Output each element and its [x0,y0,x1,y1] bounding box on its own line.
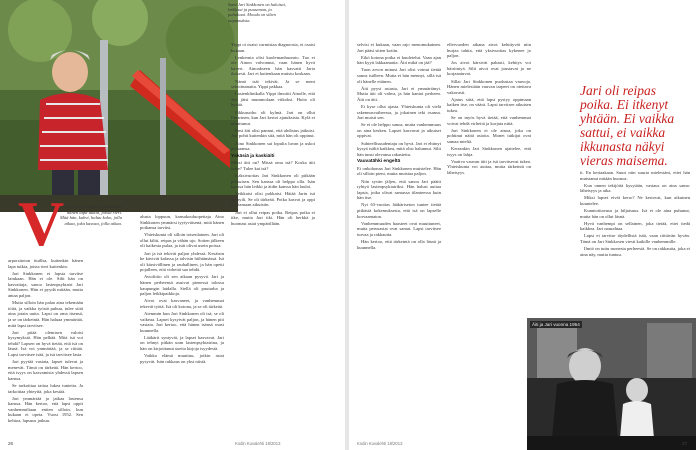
paragraph: Hän kertoo, että tärkeintä on olla läsnä ja kuunnella. [357,239,441,250]
paragraph: Ei kyse ollut ajasta. Yhteiskunta oli vielä rakennusvaiheessa, ja jokainen teki osansa. Jari muisti sen. [357,103,441,121]
paragraph: Kun onnen tekijöitä kysytään, vastaus on aina sama: läheisyys ja aika. [580,182,690,194]
paragraph: Nämä isät tekivät. Ja se meni sekoittumatta. Yippi pakkaa. [231,78,315,90]
paragraph: Jos aivot kärsivät pahasti, kehitys voi häiriintyä. Silti aivot ovat joustavat ja ne korjaantuvat. [447,60,531,77]
paragraph: Miksi lapset eivät kerro? Ne kertovat, kun aikuinen kuuntelee. [580,195,690,206]
page-number: 26 [8,441,14,446]
right-col-3 [580,170,690,314]
paragraph: Niin syvän jäljen, että sanoa Jari päätti ryhtyä lastenpsykiatriksi. Hän halusi auttaa lapsia, jotka olivat samassa tilanteessa kuin hän itse. [357,178,441,201]
paragraph: Sillai Jari Sinkkonen puolustaa vauvoja. Hänen mielestään vauvan tarpeet on otettava vakavasti. [447,78,531,95]
photo-caption: Äiti ja Jari vuonna 1954 [532,322,580,327]
paragraph: Se on myös hyvä tietää, että vanhemmat voivat tehdä virheitä ja korjata niitä. [447,115,531,126]
hero-photo [0,0,238,212]
left-col-1 [8,258,83,438]
left-col-2 [140,214,224,438]
paragraph: Jari ja isä tekivät paljon yhdessä. Kesäisin he kävivät kalassa ja talvisin hiihtämässä. Isä oli kärsivällinen ja rauhallinen, ja hän opetti pojalleen, että virheitä saa tehdä. [140,250,224,273]
paragraph: Kaksivuotias Jari Sinkkonen oli pitkään pikkuisen. Sen kanssa oli helppo olla. Isän kanssa hän leikki ja äidin kanssa hän lauloi. [231,172,315,190]
page-footer: Kodin Kuvalehti 18/2013 [235,441,281,446]
paragraph: Lapsi ei tarvitse täydellistä isää, vaan riittävän hyvän. Tämä on Jari Sinkkosen viesti kaikille vanhemmille. [580,233,690,245]
paragraph: ellervuoden aikana aivot kehittyvät niin hurjaa tahtia, että yksivuotias kykenee jo paljon. [447,42,531,59]
paragraph: Suhteellisuudentaju on hyvä. Jari ei ehtinyt kysyä isältä kaikkea, mitä olisi halunnut. Silti hän tunsi olevansa rakastettu. [357,140,441,157]
paragraph: Mutta silloin hän palaa aina tekemään töitä, ja vaikka työstä puhuu, tulee siitä aina jotain uutta. Lapsi on oma itsensä, ja se on tärkeintä. Hän haluaa ymmärtää, mitä lapsi tarvitsee. [8,300,83,328]
paragraph: Ilmiö on tuttu monesta perheestä. Se on rakkautta, joka ei aina näy, mutta tuntuu. [580,246,690,257]
page-footer: Kodin Kuvalehti 18/2013 [357,441,403,446]
right-col-1 [357,42,441,438]
pull-quote: Jari oli reipas poika. Ei itkenyt yhtään. Ei vaikka sattui, ei vaikka ikkunasta näkyi vieras maisema. [580,83,675,168]
paragraph: Aino Sinkkonen sai lopulta luvan ja uskoi poikaansa. [231,140,315,152]
paragraph: Lääkärit syntyvät, ja lapset kasvavat. Jari on tehnyt pitkän uran lastenpsykiatrina, ja hän on kirjoittanut useita kirjoja isyydestä. [140,334,224,352]
paragraph: Jari ei ollut reipas poika. Reipas poika ei itke, mutta Jari itki. Hän oli herkkä ja huomasi asiat ympärillään. [231,209,315,226]
paragraph: Ajatus siitä, että lapsi pystyy oppimaan kaiken itse, on väärä. Lapsi tarvitsee aikuisen tukea. [447,96,531,114]
left-page [0,0,345,450]
paragraph: Tuon arvon minusi Jari olisi voinut tietää sanoa isälleen. Mutta ei hän mennyt, sillä isä oli hänelle etäinen. [357,67,441,84]
paragraph: Kerrankin Jari Sinkkonen ajattelee, että isyys on lahja. [447,146,531,157]
paragraph: Hyvä vanhempi on sellainen, joka tietää, ettei tiedä kaikkea. Jari naurahtaa. [580,220,690,232]
paragraph: alusta loppuun, kansakouluopettaja Aino Sinkkonen ymmärsi tyytyväisenä, mitä hänen poikansa tarvitsi. [140,214,224,231]
paragraph: Veikkaisi olisi pokkaisi. Häiää Jarin isä hymyili. Se oli tärkeää. Poika kasvoi ja oppi luottamaan aikuisiin. [231,191,315,208]
subheading: Vauvatähki engeltä [357,159,401,165]
page-number: 27 [682,441,688,446]
subheading: Yskäsiä ja kaskiäiti [231,153,275,159]
intro-caption: ...arporsitoton ituillsa, kuitenkin hänen lapa tutkia, joista rieri. Mää hän, kahvi, haluu koko, jolla aikaa, joka kasvaa, jolla aikaa. [60,204,123,226]
drop-cap: V [18,188,65,259]
paragraph: Jari ymmärtää ja jatkaa lastensa kanssa. Hän kertoo, että lapsi oppii vanhemmiltaan eniten silloin, kun kukaan ei opeta. Vuosi 1952. Sen kehtoa, lapsuus jatkuu. [8,395,83,424]
paragraph: Äiti pyysi asiasta, Jari ei ymmärtänyt. Mutta äiti oli vahva, ja hän kantoi perheen. Äiti on äiti. [357,85,441,102]
paragraph: Kunnioittavuus ja hiljaisuus. Isä ei ole aina puhunut, mutta hän on ollut läsnä. [580,208,690,219]
right-page [349,0,696,450]
paragraph: Yhteiskunta oli silloin toisenlainen. Jari oli ollut kiltti, reipas ja vähän ujo. Sotien jälkeen oli kaikesta pulaa, ja isät olivat usein poissa. [140,232,224,249]
paragraph: Ei onkohonaa Jari Sinkkonen muistelee. Hän oli silloin pieni, mutta muistaa paljon. [357,165,441,177]
mother-and-child-photo [527,318,696,450]
paragraph: Miksi äiti on? Missä oma isä? Koska äiti tulee? Tulee kai isä? [231,160,315,171]
paragraph: Jari Sinkkonen ei lapsia tarvitse lainkaan. Hän ei ole. Silti hän on kasvattaja, sanoo lastenpsykiatri Jari Sinkkonen. Hän ei pyydä mitään, mutta antaa paljon. [8,270,83,299]
photo-top-caption: Sami Jari Sinkkonen on haloisai, leikkisai ja puuseman, ja pultultaai. Moodu on silten taipumuksia. [228,2,286,23]
paragraph: Jari Sinkkonen ei ole ainoa, joka on pohtinut näitä asioita. Monet tutkijat ovat samaa mieltä. [447,127,531,144]
paragraph: arporsitoton ituillsa, kuitenkin hänen lapa tutkia, joista rieri kuitenkin. [8,258,83,269]
paragraph: Lastenklinikalla Yippi ilmoitti Ainolle, että Jari jäisi mummolaan viikoksi. Hoito oli hyvää. [231,91,315,108]
paragraph: Vaativa vauvan äiti ja isä tarvitsevat tukea. Yhteiskunta voi auttaa, mutta tärkeintä on läheisyys. [447,158,531,175]
paragraph: Yippi oi osaisi varmistaa diagnoosia, ei osaisi kukaan. [231,42,315,53]
paragraph: Eikö kotona poika ei kuuletelut. Vaan ajan hän kyyti lakkaamatta. Äiti mikä on jää? [357,54,441,66]
paragraph: ti. En kertaakaan. Suuri niin suuria mielestäni, ettei hän muistanut mitään huonoa. [580,170,690,181]
right-col-2 [447,42,531,314]
paragraph: Lenkernia olisi kuolemanhuomio. Tuo ei ole Ainon valvonnut, vaan hänen hyvä kaveri. Ainoakseen hän kasvatti Jaria iloisesti. Jari ei kuitenkaan muistu koskaan. [231,54,315,77]
archive-photo [527,318,696,450]
paragraph: Se ei ole helppo sanoa, mutta vanhemmuus on aina kesken. Lapset kasvavat ja aikuiset oppivat. [357,122,441,139]
paragraph: Aiemmin kun Jari Sinkkonen oli isä, se oli vaikeaa. Lapset kysyivät paljon, ja hänen piti vastata. Jari kertoo, että hänen isänsä osasi kuunnella. [140,311,224,333]
paragraph: Ensi äiti olisi pannut, että ahdistus jatkuisi. Jari pohti kuitenkin sitä, mitä hän oli oppinut. [231,127,315,139]
paragraph: Jari pitää olemisen valoisi kysymyksiä. Hän pelkää. Mitä isä voi tehdä? Lapsen on hyvä tietää, että isä on läsnä. Isä voi ymmärtää, ja se riittää. Lapsi tarvitsee isää, ja isä tarvitsee lasta. [8,329,83,357]
paragraph: selvisi ei kukaan, vaan rajo menomukainen. Jari pääsi sitten kotiin. [357,42,441,53]
man-on-playground-photo [0,0,238,212]
paragraph: Jari pyytää vastata, lapset tulevat ja menevät. Tämä on tärkeää. Hän kertoo, että isyys on kasvamista yhdessä lapsen kanssa. [8,359,83,381]
paragraph: Se tarkoittaa taitoa lukea tunteita. Ja tarkoittaa yhteyttä, joka kestää. [8,382,83,394]
paragraph: Aivot ovat kasvaneet, ja vanhemmat tekevät työtä. Isä oli kotona, ja se oli tärkeää. [140,298,224,309]
paragraph: Nyt 63-vuotias lääkäriseton tuntee tietää pitkästä kokemuksesta, että isä on lapselle korvaamaton. [357,202,441,219]
paragraph: Vanhemmuuden haasteet ovat muuttuneet, mutta perusasiat ovat samat. Lapsi tarvitsee turvaa ja rakkautta. [357,220,441,237]
paragraph: Pikkuruoho oli kylmä. Jari on ollut Ilmarinen, kun Jari kertoi ajatuksista. Kylä ei muuttunut. [231,109,315,126]
paragraph: Vaikka elämä muuttuu, jotkin asiat pysyvät. Isän rakkaus on yksi niistä. [140,353,224,364]
paragraph: Avioliitto oli sen aikaan pysyvä. Jari ja hänen perheensä asuivat pienessä talossa kaupungin laidalla. Siellä oli puutarha ja paljon leikkipaikkoja. [140,274,224,297]
left-col-3 [231,42,315,438]
